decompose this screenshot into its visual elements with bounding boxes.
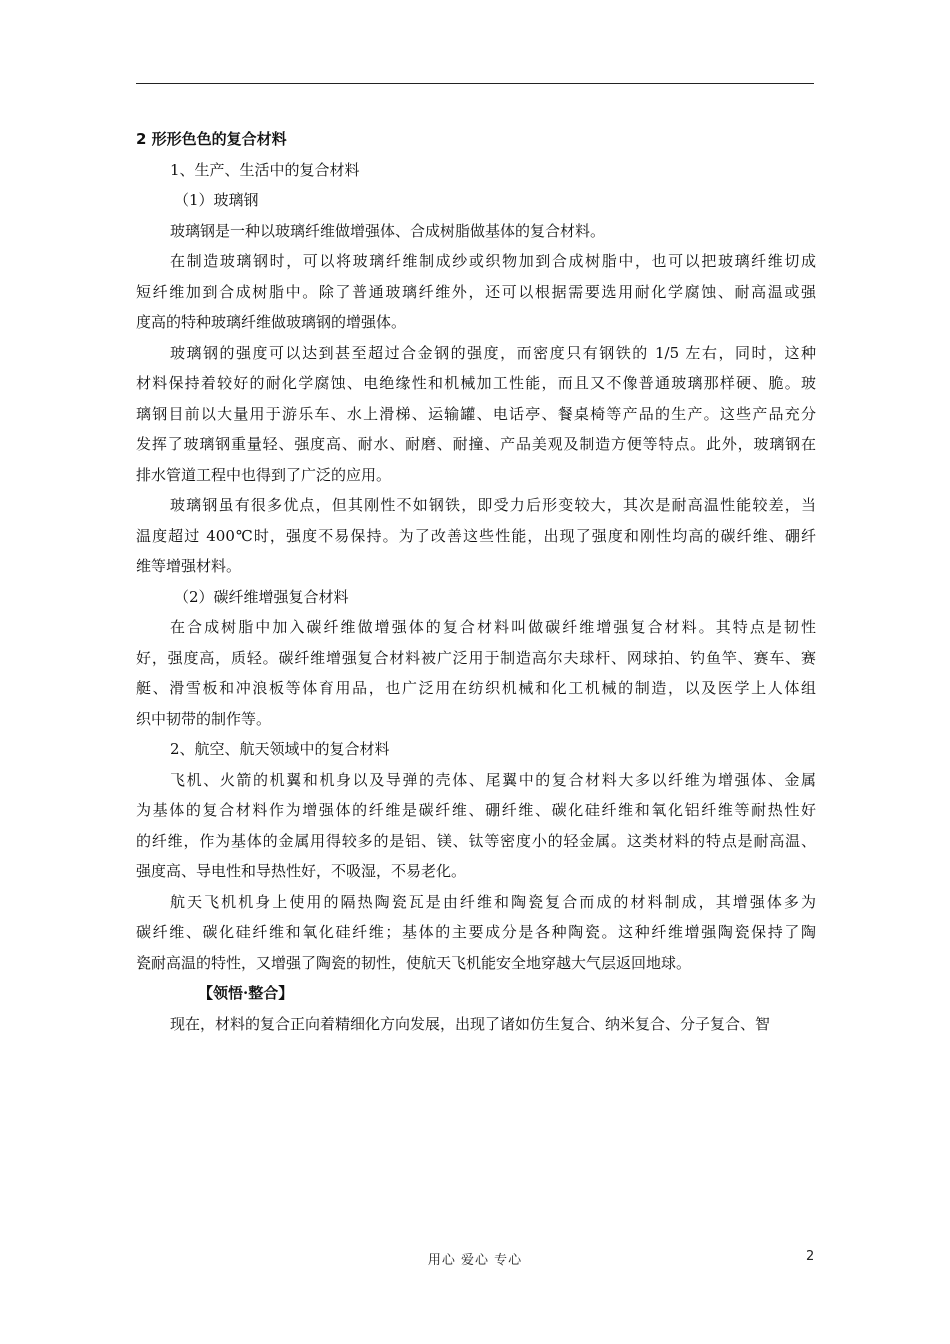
header-rule [136, 83, 814, 84]
subsection-heading-2: 2、航空、航天领域中的复合材料 [170, 740, 390, 758]
paragraph-line: 玻璃钢的强度可以达到甚至超过合金钢的强度，而密度只有钢铁的 1/5 左右，同时，这种 [170, 343, 816, 362]
paragraph-line: 在合成树脂中加入碳纤维做增强体的复合材料叫做碳纤维增强复合材料。其特点是韧性 [170, 618, 816, 636]
paragraph-line: 的纤维，作为基体的金属用得较多的是铝、镁、钛等密度小的轻金属。这类材料的特点是耐高温、 [136, 831, 816, 850]
paragraph-line: 在制造玻璃钢时，可以将玻璃纤维制成纱或织物加到合成树脂中，也可以把玻璃纤维切成 [170, 252, 816, 270]
paragraph-line: 织中韧带的制作等。 [136, 709, 272, 728]
page-content [136, 124, 816, 1039]
paragraph-line: 瓷耐高温的特性，又增强了陶瓷的韧性，使航天飞机能安全地穿越大气层返回地球。 [136, 953, 692, 972]
paragraph-line: 温度超过 400℃时，强度不易保持。为了改善这些性能，出现了强度和刚性均高的碳纤维、硼纤 [136, 526, 816, 545]
paragraph-line: 发挥了玻璃钢重量轻、强度高、耐水、耐磨、耐撞、产品美观及制造方便等特点。此外，玻璃钢在 [136, 435, 816, 453]
paragraph-line: 玻璃钢虽有很多优点，但其刚性不如钢铁，即受力后形变较大，其次是耐高温性能较差，当 [170, 496, 816, 514]
paragraph-line: 艇、滑雪板和冲浪板等体育用品，也广泛用在纺织机械和化工机械的制造，以及医学上人体组 [136, 679, 816, 697]
paragraph-line: 璃钢目前以大量用于游乐车、水上滑梯、运输罐、电话亭、餐桌椅等产品的生产。这些产品充分 [136, 404, 816, 423]
paragraph-line: 飞机、火箭的机翼和机身以及导弹的壳体、尾翼中的复合材料大多以纤维为增强体、金属 [170, 770, 816, 789]
paragraph-line: 排水管道工程中也得到了广泛的应用。 [136, 465, 392, 484]
paragraph-line: 强度高、导电性和导热性好，不吸湿，不易老化。 [136, 862, 467, 880]
paragraph-line: 为基体的复合材料作为增强体的纤维是碳纤维、硼纤维、碳化硅纤维和氧化铝纤维等耐热性好 [136, 801, 816, 819]
summary-label: 【领悟·整合】 [198, 984, 294, 1002]
paragraph-7 [136, 887, 816, 979]
item-heading-glass-fiber: （1）玻璃钢 [174, 191, 259, 209]
paragraph-6 [136, 765, 816, 887]
footer-slogan: 用心 爱心 专心 [427, 1253, 523, 1268]
paragraph-line: 航天飞机机身上使用的隔热陶瓷瓦是由纤维和陶瓷复合而成的材料制成，其增强体多为 [170, 892, 816, 911]
subsection-heading-1: 1、生产、生活中的复合材料 [170, 160, 360, 179]
paragraph-line: 维等增强材料。 [136, 557, 242, 575]
paragraph-line: 好，强度高，质轻。碳纤维增强复合材料被广泛用于制造高尔夫球杆、网球拍、钓鱼竿、赛车、赛 [136, 648, 816, 667]
paragraph-line: 现在，材料的复合正向着精细化方向发展，出现了诸如仿生复合、纳米复合、分子复合、智 [170, 1014, 771, 1033]
paragraph-line: 度高的特种玻璃纤维做玻璃钢的增强体。 [136, 313, 407, 331]
paragraph-line: 碳纤维、碳化硅纤维和氧化硅纤维；基体的主要成分是各种陶瓷。这种纤维增强陶瓷保持了陶 [136, 923, 816, 941]
paragraph-2 [136, 246, 816, 338]
paragraph-3 [136, 338, 816, 491]
paragraph-8 [136, 1009, 816, 1040]
paragraph-4 [136, 490, 816, 582]
page-number: 2 [806, 1249, 815, 1264]
paragraph-line: 材料保持着较好的耐化学腐蚀、电绝缘性和机械加工性能，而且又不像普通玻璃那样硬、脆。玻 [136, 374, 816, 392]
paragraph-line: 短纤维加到合成树脂中。除了普通玻璃纤维外，还可以根据需要选用耐化学腐蚀、耐高温或强 [136, 282, 816, 301]
item-heading-carbon-fiber: （2）碳纤维增强复合材料 [174, 587, 349, 606]
paragraph-1 [136, 216, 816, 247]
paragraph-line: 玻璃钢是一种以玻璃纤维做增强体、合成树脂做基体的复合材料。 [170, 221, 606, 240]
section-title: 2 形形色色的复合材料 [136, 130, 287, 148]
paragraph-5 [136, 612, 816, 734]
